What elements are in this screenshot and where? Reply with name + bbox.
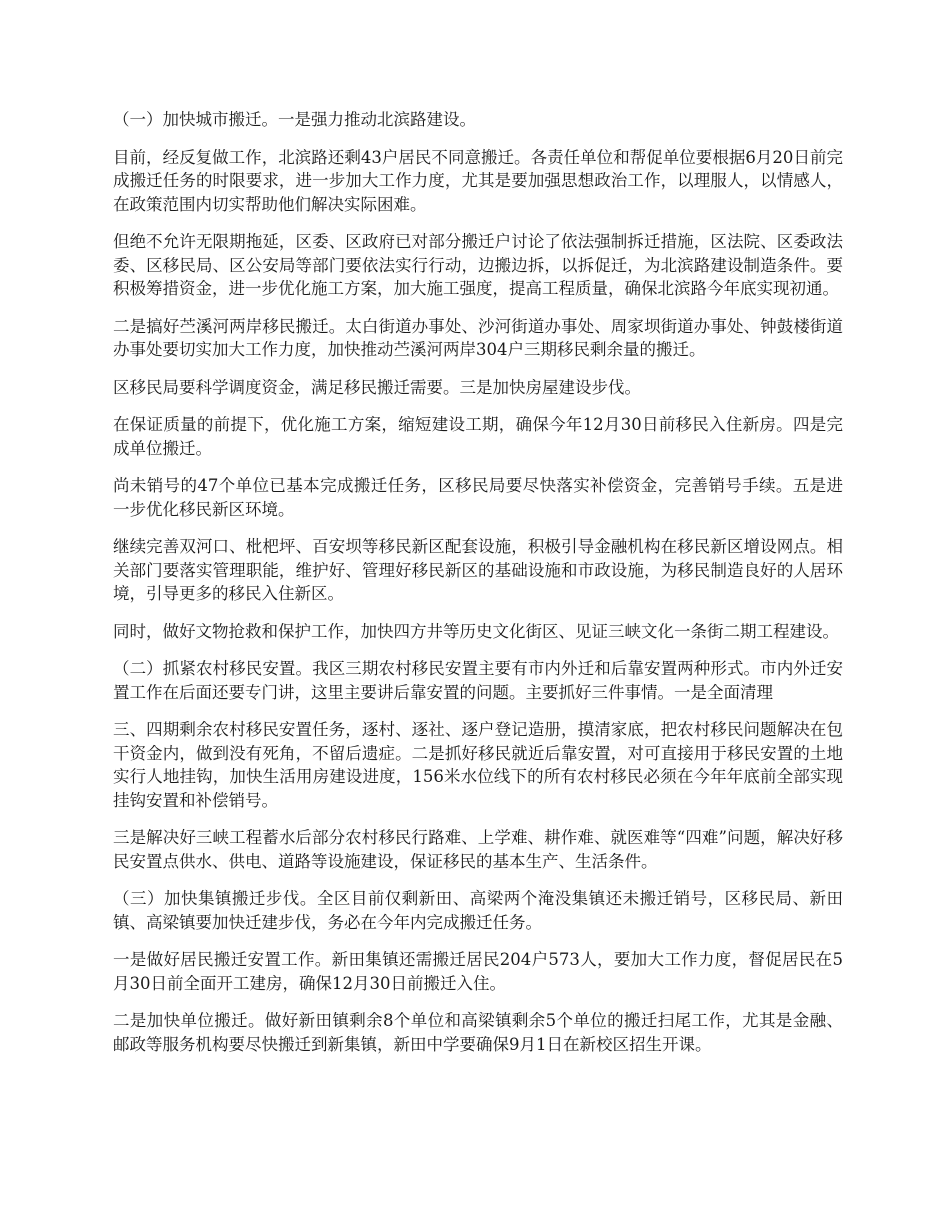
paragraph-3: 但绝不允许无限期拖延，区委、区政府已对部分搬迁户讨论了依法强制拆迁措施，区法院、区委政法委、区移民局、区公安局等部门要依法实行行动，边搬边拆，以拆促迁，为北滨路建设制造条件。要积极筹措资金，进一步优化施工方案，加大施工强度，提高工程质量，确保北滨路今年底实现初通。: [113, 232, 843, 298]
paragraph-4: 二是搞好苎溪河两岸移民搬迁。太白街道办事处、沙河街道办事处、周家坝街道办事处、钟鼓楼街道办事处要切实加大工作力度，加快推动苎溪河两岸304户三期移民剩余量的搬迁。: [113, 316, 843, 359]
paragraph-5: 区移民局要科学调度资金，满足移民搬迁需要。三是加快房屋建设步伐。: [113, 377, 641, 397]
paragraph-15: 二是加快单位搬迁。做好新田镇剩余8个单位和高梁镇剩余5个单位的搬迁扫尾工作，尤其是金融、邮政等服务机构要尽快搬迁到新集镇，新田中学要确保9月1日在新校区招生开课。: [113, 1011, 843, 1054]
paragraph-1: （一）加快城市搬迁。一是强力推动北滨路建设。: [113, 110, 476, 129]
paragraph-10: （二）抓紧农村移民安置。我区三期农村移民安置主要有市内外迁和后靠安置两种形式。市内外迁安置工作在后面还要专门讲，这里主要讲后靠安置的问题。主要抓好三件事情。一是全面清理: [113, 659, 843, 702]
paragraph-7: 尚未销号的47个单位已基本完成搬迁任务，区移民局要尽快落实补偿资金，完善销号手续。五是进一步优化移民新区环境。: [113, 476, 843, 519]
paragraph-9: 同时，做好文物抢救和保护工作，加快四方井等历史文化街区、见证三峡文化一条街二期工程建设。: [113, 621, 839, 641]
paragraph-6: 在保证质量的前提下，优化施工方案，缩短建设工期，确保今年12月30日前移民入住新房。四是完成单位搬迁。: [113, 415, 843, 458]
paragraph-8: 继续完善双河口、枇杷坪、百安坝等移民新区配套设施，积极引导金融机构在移民新区增设网点。相关部门要落实管理职能，维护好、管理好移民新区的基础设施和市政设施，为移民制造良好的人居环境，引导更多的移民入住新区。: [113, 537, 843, 603]
paragraph-12: 三是解决好三峡工程蓄水后部分农村移民行路难、上学难、耕作难、就医难等“四难”问题，解决好移民安置点供水、供电、道路等设施建设，保证移民的基本生产、生活条件。: [113, 828, 843, 871]
paragraph-2: 目前，经反复做工作，北滨路还剩43户居民不同意搬迁。各责任单位和帮促单位要根据6月20日前完成搬迁任务的时限要求，进一步加大工作力度，尤其是要加强思想政治工作，以理服人，以情感人，在政策范围内切实帮助他们解决实际困难。: [113, 147, 843, 214]
document-body: [113, 108, 843, 1070]
paragraph-13: （三）加快集镇搬迁步伐。全区目前仅剩新田、高梁两个淹没集镇还未搬迁销号，区移民局、新田镇、高梁镇要加快迁建步伐，务必在今年内完成搬迁任务。: [113, 889, 843, 932]
paragraph-11: 三、四期剩余农村移民安置任务，逐村、逐社、逐户登记造册，摸清家底，把农村移民问题解决在包干资金内，做到没有死角，不留后遗症。二是抓好移民就近后靠安置，对可直接用于移民安置的土地实行人地挂钩，加快生活用房建设进度，156米水位线下的所有农村移民必须在今年年底前全部实现挂钩安置和补偿销号。: [113, 720, 843, 810]
paragraph-14: 一是做好居民搬迁安置工作。新田集镇还需搬迁居民204户573人，要加大工作力度，督促居民在5月30日前全面开工建房，确保12月30日前搬迁入住。: [113, 950, 843, 993]
